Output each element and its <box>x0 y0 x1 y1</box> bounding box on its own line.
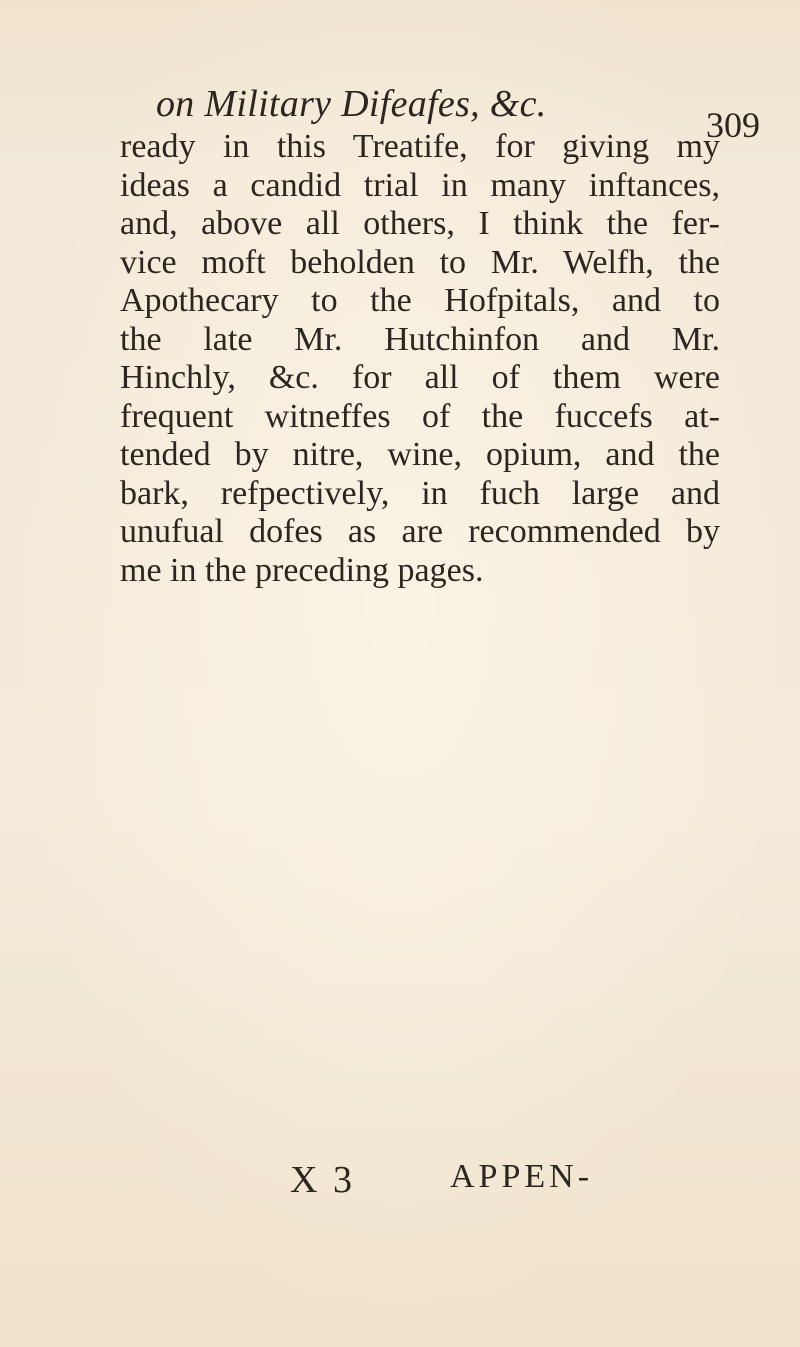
page-header <box>156 82 716 130</box>
running-head: on Military Difeafes, &c. <box>156 83 547 125</box>
text-line: tended by nitre, wine, opium, and the <box>120 436 720 473</box>
signature-mark: X 3 <box>290 1159 355 1201</box>
body-text <box>120 128 720 590</box>
text-line: bark, refpectively, in fuch large and <box>120 474 720 512</box>
text-line: and, above all others, I think the fer- <box>120 205 720 242</box>
page-footer <box>0 1158 800 1206</box>
text-line: vice moft beholden to Mr. Welfh, the <box>120 243 720 281</box>
text-line: frequent witneffes of the fuccefs at- <box>120 397 720 435</box>
text-line: the late Mr. Hutchinfon and Mr. <box>120 320 720 358</box>
text-line: me in the preceding pages. <box>120 551 484 589</box>
text-line: unufual dofes as are recommended by <box>120 513 720 550</box>
text-line: Hinchly, &c. for all of them were <box>120 359 720 396</box>
page-number: 309 <box>706 105 760 145</box>
text-line: Apothecary to the Hofpitals, and to <box>120 282 720 319</box>
text-line: ready in this Treatife, for giving my <box>120 128 720 165</box>
catchword: APPEN- <box>450 1158 594 1195</box>
text-line: ideas a candid trial in many inftances, <box>120 166 720 204</box>
